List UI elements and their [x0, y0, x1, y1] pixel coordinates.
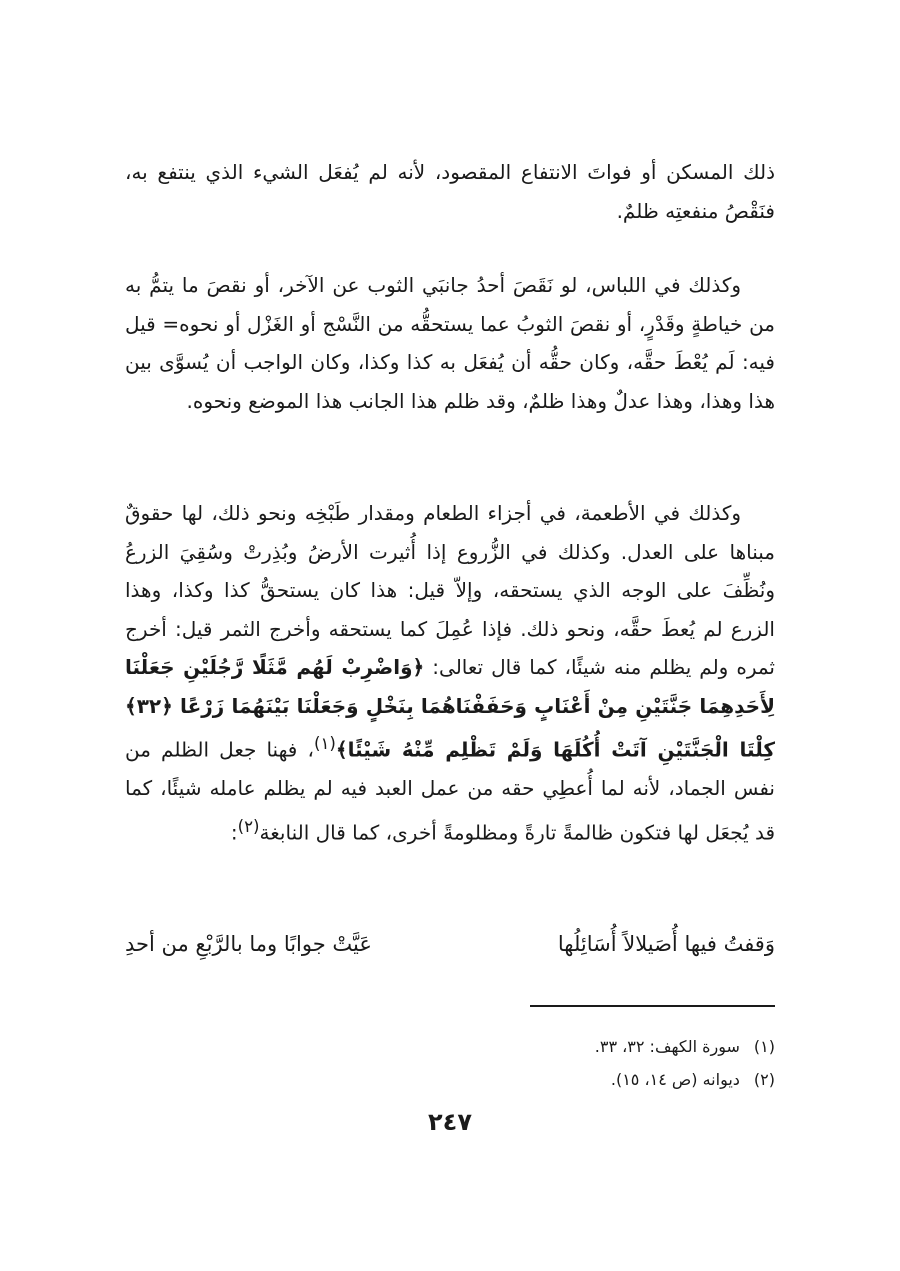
paragraph-1: [125, 153, 775, 230]
paragraph-2: [125, 266, 775, 420]
footnote-divider: [530, 1005, 775, 1007]
paragraph-3-end: :: [230, 820, 238, 845]
footnote-2-text: ديوانه (ص ١٤، ١٥).: [610, 1070, 740, 1089]
footnote-ref-1: (١): [313, 734, 336, 753]
poetry-verse: [125, 924, 775, 964]
paragraph-3-intro: وكذلك في الأطعمة، في أجزاء الطعام ومقدار طَبْخِه ونحو ذلك، لها حقوقٌ مبناها على العدل. وكذلك في الزُّروع إذا أُثيرت الأرضُ وبُذِرتْ وسُقِيَ الزرعُ ونُظِّفَ على الوجه الذي يستحقه، وإلاّ قيل: هذا كان يستحقُّ كذا وكذا، وهذا الزرع لم يُعطَ حقَّه، ونحو ذلك. فإذا عُمِلَ كما يستحقه وأخرج الثمر قيل: أخرج ثمره ولم يظلم منه شيئًا، كما قال تعالى:: [125, 501, 775, 679]
footnote-1-number: (١): [753, 1037, 775, 1056]
paragraph-3: [125, 494, 775, 852]
verse-first-hemistich: وَقفتُ فيها أُصَيلالاً أُسَائِلُها: [557, 932, 775, 956]
page-number: ٢٤٧: [428, 1108, 472, 1136]
quran-quote: ﴿وَاضْرِبْ لَهُم مَّثَلًا رَّجُلَيْنِ جَعَلْنَا لِأَحَدِهِمَا جَنَّتَيْنِ مِنْ أَعْنَابٍ وَحَفَفْنَاهُمَا بِنَخْلٍ وَجَعَلْنَا بَيْنَهُمَا زَرْعًا ﴿٣٢﴾ كِلْتَا الْجَنَّتَيْنِ آتَتْ أُكُلَهَا وَلَمْ تَظْلِم مِّنْهُ شَيْئًا﴾: [125, 655, 775, 762]
paragraph-3-text: [125, 494, 775, 852]
paragraph-2-text: وكذلك في اللباس، لو نَقَصَ أحدُ جانبَي الثوب عن الآخر، أو نقصَ ما يتمُّ به من خياطةٍ وقَدْرٍ، أو نقصَ الثوبُ عما يستحقُّه من النَّسْج أو الغَزْل أو نحوه= قيل فيه: لَم يُعْطَ حقَّه، وكان حقُّه أن يُفعَل به كذا وكذا، وكان الواجب أن يُسوَّى بين هذا وهذا، وهذا عدلٌ وهذا ظلمٌ، وقد ظلم هذا الجانب هذا الموضع ونحوه.: [125, 273, 775, 413]
footnote-ref-2: (٢): [237, 816, 260, 836]
footnote-2: [125, 1063, 775, 1096]
paragraph-1-text: ذلك المسكن أو فواتَ الانتفاع المقصود، لأنه لم يُفعَل الشيء الذي ينتفع به، فنَقْصُ منفعتِه ظلمٌ.: [125, 160, 775, 223]
footnote-1: [125, 1030, 775, 1063]
verse-second-hemistich: عَيَّتْ جوابًا وما بالرَّبْعِ من أحدِ: [125, 932, 372, 956]
paragraph-3-continuation: ، فهنا جعل الظلم من نفس الجماد، لأنه لما أُعطِي حقه من عمل العبد فيه لم يظلم عامله شيئًا، كما قد يُجعَل لها فتكون ظالمةً تارةً ومظلومةً أخرى، كما قال النابغة: [125, 737, 775, 845]
footnote-1-text: سورة الكهف: ٣٢، ٣٣.: [594, 1037, 740, 1056]
footnotes: [125, 1030, 775, 1096]
footnote-2-number: (٢): [753, 1070, 775, 1089]
